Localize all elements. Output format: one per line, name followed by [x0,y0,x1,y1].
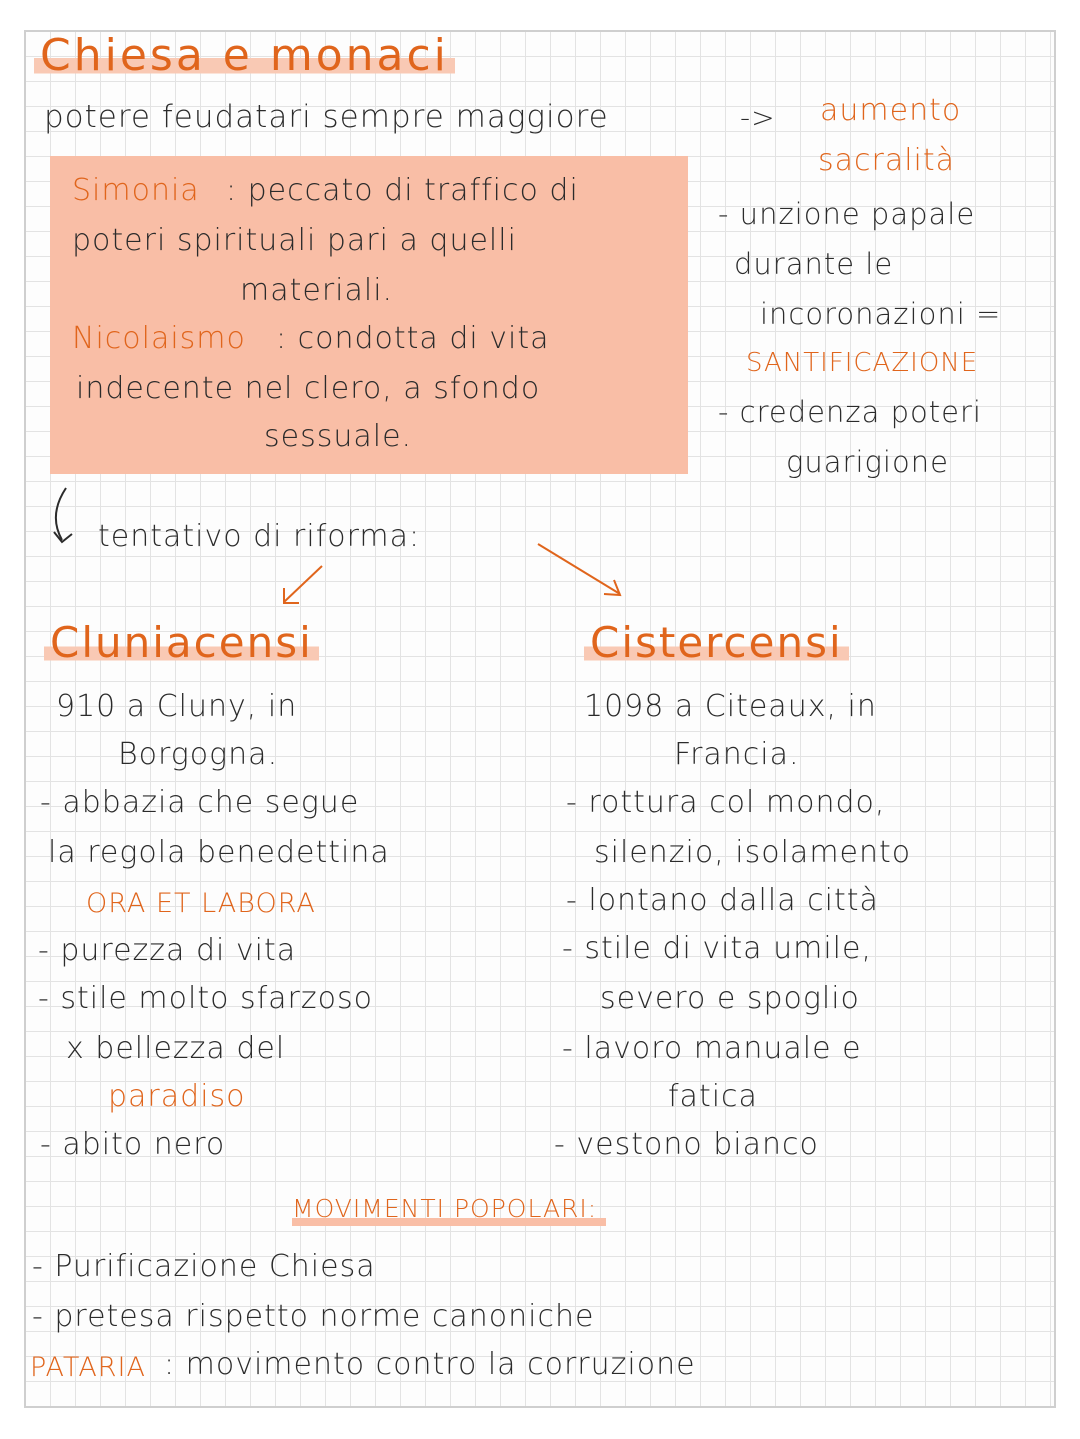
citeaux-line-10: - vestono bianco [554,1127,819,1162]
cluny-line-3: - abbazia che segue [40,785,360,820]
simonia-term: Simonia [72,173,200,208]
left-arrow-icon [284,566,322,602]
cluny-line-6: - purezza di vita [38,933,297,968]
riforma-label: tentativo di riforma: [98,519,421,554]
sacralita-line-5: - credenza poteri [718,395,982,429]
result-sacralita: sacralità [818,143,956,178]
nicolaismo-term: Nicolaismo [72,321,246,356]
citeaux-line-9: fatica [668,1079,758,1114]
simonia-def-3: materiali. [240,273,394,308]
movimenti-line-1: - Purificazione Chiesa [32,1249,376,1284]
curved-arrow-icon [56,488,66,540]
santificazione-label: SANTIFICAZIONE [746,348,979,378]
cluny-line-9: paradiso [108,1079,246,1114]
cluny-line-7: - stile molto sfarzoso [38,981,373,1016]
cluniacensi-heading: Cluniacensi [44,622,319,664]
cistercensi-heading: Cistercensi [584,622,849,664]
right-arrow-icon [538,544,620,594]
cluny-line-4: la regola benedettina [48,835,390,870]
result-aumento: aumento [820,93,962,128]
citeaux-line-7: severo e spoglio [600,981,860,1016]
cluny-line-10: - abito nero [40,1127,226,1162]
sacralita-line-3: incoronazioni = [760,297,1002,331]
citeaux-line-8: - lavoro manuale e [562,1031,862,1066]
curved-arrow-head-icon [54,532,72,542]
citeaux-line-4: silenzio, isolamento [594,835,912,870]
cluny-line-1: 910 a Cluny, in [56,689,298,724]
cluny-line-2: Borgogna. [118,737,279,772]
citeaux-line-3: - rottura col mondo, [566,785,886,820]
simonia-def-1: : peccato di traffico di [226,173,579,208]
page-title: Chiesa e monaci [34,34,455,78]
citeaux-line-1: 1098 a Citeaux, in [584,689,877,724]
sacralita-line-2: durante le [734,247,894,281]
movimenti-heading: MOVIMENTI POPOLARI: [292,1194,598,1223]
pataria-term: PATARIA [30,1352,146,1383]
nicolaismo-def-1: : condotta di vita [276,321,550,356]
intro-arrow: -> [740,101,776,134]
ora-et-labora: ORA ET LABORA [86,888,316,919]
nicolaismo-def-3: sessuale. [264,419,413,454]
citeaux-line-5: - lontano dalla città [566,883,879,918]
pataria-def: : movimento contro la corruzione [164,1347,696,1382]
movimenti-line-2: - pretesa rispetto norme canoniche [32,1299,595,1334]
sacralita-line-1: - unzione papale [718,197,976,231]
intro-text: potere feudatari sempre maggiore [44,99,609,135]
citeaux-line-6: - stile di vita umile, [562,931,873,966]
citeaux-line-2: Francia. [674,737,800,772]
cluny-line-8: x bellezza del [66,1031,286,1066]
sacralita-line-6: guarigione [786,445,949,479]
simonia-def-2: poteri spirituali pari a quelli [72,223,517,258]
nicolaismo-def-2: indecente nel clero, a sfondo [76,371,541,406]
